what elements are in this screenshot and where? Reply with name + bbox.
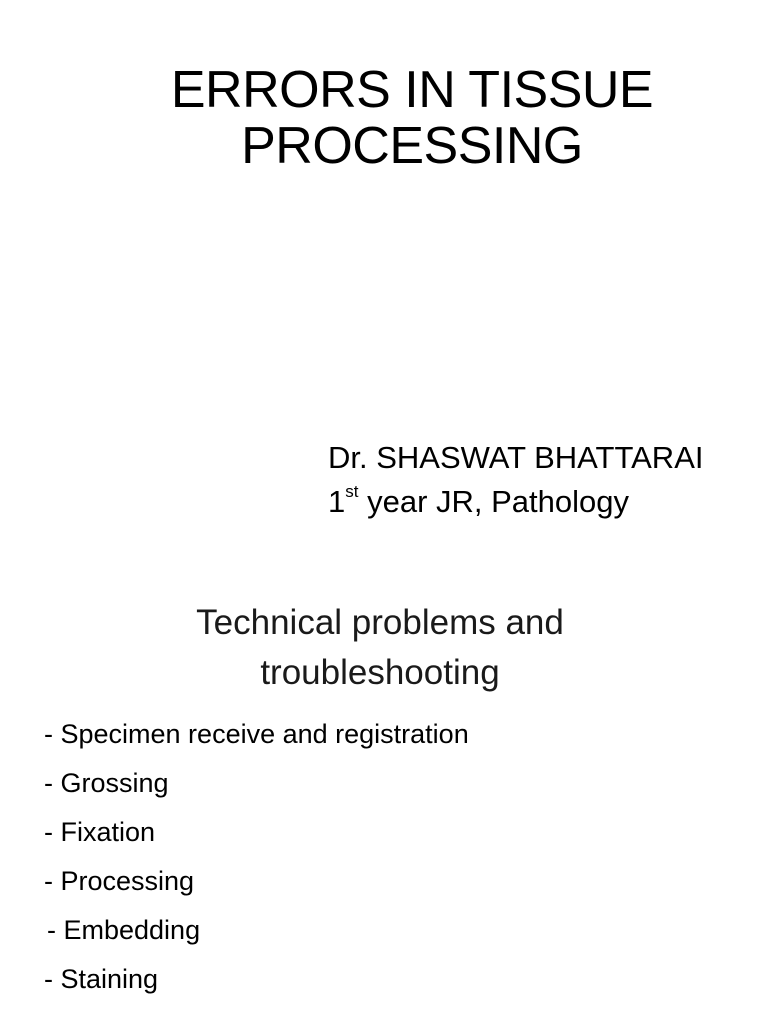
topic-list	[44, 710, 469, 1004]
author-block	[328, 436, 703, 524]
year-rest: year JR, Pathology	[358, 484, 630, 519]
list-item: - Embedding	[47, 915, 201, 945]
list-item: - Fixation	[44, 817, 156, 847]
slide-heading	[150, 598, 610, 698]
title-line-1: ERRORS IN TISSUE	[170, 61, 654, 119]
author-designation	[328, 480, 703, 524]
list-item: - Processing	[44, 866, 195, 896]
list-item: - Specimen receive and registration	[44, 719, 469, 749]
year-suffix: st	[345, 481, 359, 501]
list-item: - Grossing	[44, 768, 169, 798]
list-item: - Staining	[44, 964, 159, 994]
presentation-title	[120, 62, 704, 174]
content-slide	[0, 576, 768, 1024]
author-name: Dr. SHASWAT BHATTARAI	[328, 440, 704, 475]
heading-line-1: Technical problems and	[196, 603, 564, 642]
year-number: 1	[328, 484, 346, 519]
heading-line-2: troubleshooting	[260, 653, 500, 692]
title-line-2: PROCESSING	[241, 117, 583, 175]
